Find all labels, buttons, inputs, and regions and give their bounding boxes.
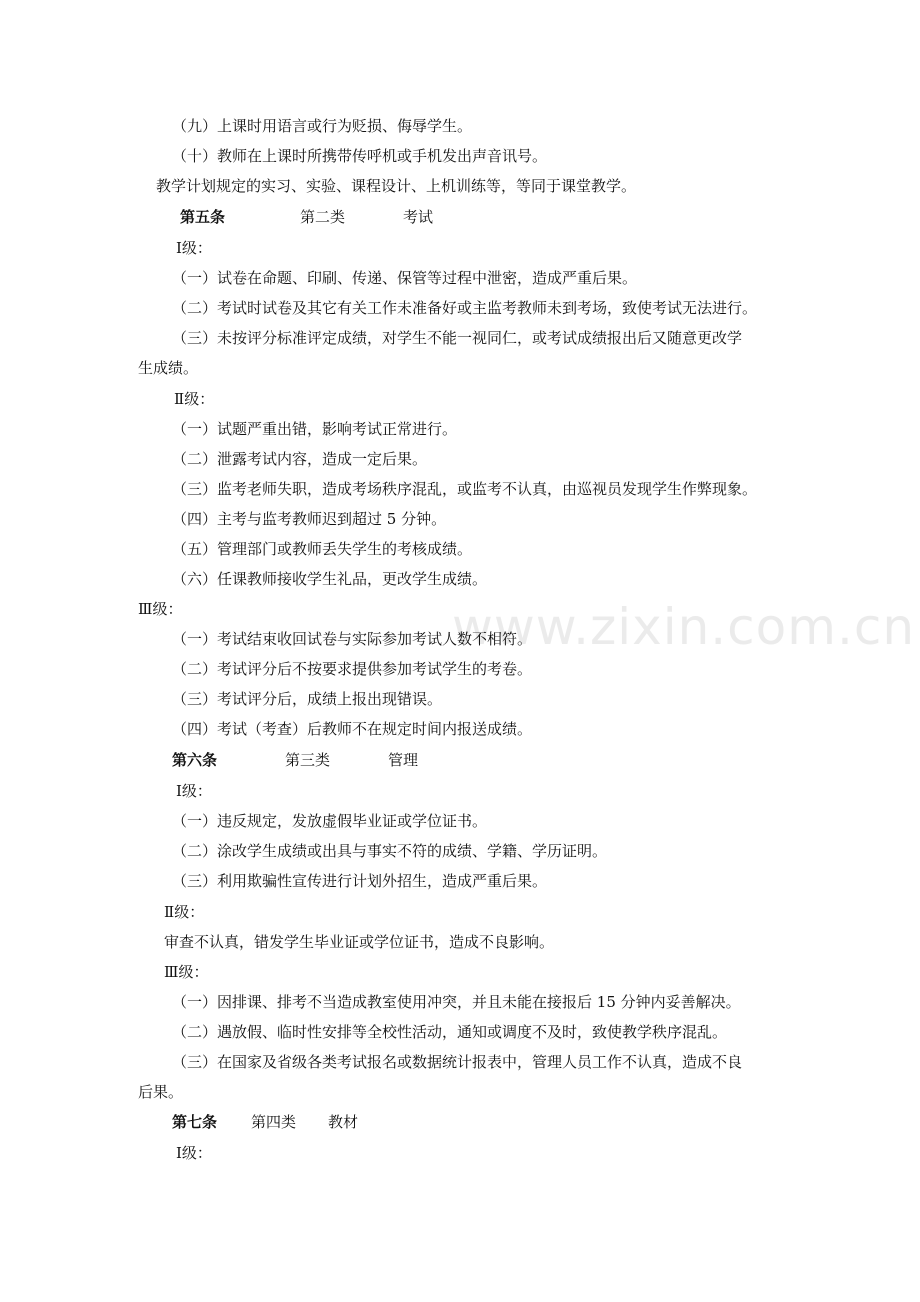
article-category: 第二类 — [300, 208, 346, 226]
level-heading: Ⅰ级： — [176, 782, 212, 800]
level-heading: Ⅰ级： — [176, 239, 212, 257]
article-topic: 管理 — [388, 751, 419, 769]
clause-line: （三）监考老师失职，造成考场秩序混乱，或监考不认真，由巡视员发现学生作弊现象。 — [172, 480, 758, 498]
article-heading — [172, 750, 418, 770]
article-number: 第五条 — [180, 208, 226, 226]
level-heading: Ⅱ级： — [174, 390, 215, 408]
article-category: 第三类 — [285, 751, 331, 769]
article-heading — [172, 1112, 358, 1132]
clause-line: （二）涂改学生成绩或出具与事实不符的成绩、学籍、学历证明。 — [172, 842, 608, 860]
level-heading: Ⅲ级： — [164, 963, 209, 981]
clause-line: （六）任课教师接收学生礼品，更改学生成绩。 — [172, 570, 488, 588]
level-heading: Ⅲ级： — [138, 600, 183, 618]
article-topic: 考试 — [403, 208, 434, 226]
clause-line: （二）考试评分后不按要求提供参加考试学生的考卷。 — [172, 660, 533, 678]
clause-line: （二）泄露考试内容，造成一定后果。 — [172, 450, 428, 468]
clause-line: （二）考试时试卷及其它有关工作未准备好或主监考教师未到考场，致使考试无法进行。 — [172, 299, 758, 317]
clause-line: 审查不认真，错发学生毕业证或学位证书，造成不良影响。 — [164, 933, 555, 951]
clause-line: （三）考试评分后，成绩上报出现错误。 — [172, 690, 443, 708]
clause-line: （一）试题严重出错，影响考试正常进行。 — [172, 420, 458, 438]
clause-line: （十）教师在上课时所携带传呼机或手机发出声音讯号。 — [172, 147, 548, 165]
article-heading — [180, 207, 433, 227]
level-heading: Ⅰ级： — [176, 1144, 212, 1162]
article-number: 第七条 — [172, 1113, 218, 1131]
clause-line: （一）违反规定，发放虚假毕业证或学位证书。 — [172, 812, 488, 830]
clause-line: （三）利用欺骗性宣传进行计划外招生，造成严重后果。 — [172, 872, 548, 890]
clause-line: （四）考试（考查）后教师不在规定时间内报送成绩。 — [172, 720, 533, 738]
clause-line: （三）未按评分标准评定成绩，对学生不能一视同仁，或考试成绩报出后又随意更改学 — [172, 329, 743, 347]
clause-line: （二）遇放假、临时性安排等全校性活动，通知或调度不及时，致使教学秩序混乱。 — [172, 1023, 728, 1041]
clause-line: （五）管理部门或教师丢失学生的考核成绩。 — [172, 540, 473, 558]
watermark: www.zixin.com.cn — [452, 598, 916, 656]
clause-line: （一）考试结束收回试卷与实际参加考试人数不相符。 — [172, 630, 533, 648]
article-number: 第六条 — [172, 751, 218, 769]
article-topic: 教材 — [328, 1113, 359, 1131]
clause-line: （四）主考与监考教师迟到超过 5 分钟。 — [172, 510, 447, 528]
clause-line: （一）因排课、排考不当造成教室使用冲突，并且未能在接报后 15 分钟内妥善解决。 — [172, 993, 741, 1011]
level-heading: Ⅱ级： — [164, 903, 205, 921]
clause-line: 生成绩。 — [138, 359, 199, 377]
clause-line: （一）试卷在命题、印刷、传递、保管等过程中泄密，造成严重后果。 — [172, 269, 638, 287]
clause-line: 后果。 — [138, 1083, 184, 1101]
clause-line: （三）在国家及省级各类考试报名或数据统计报表中，管理人员工作不认真，造成不良 — [172, 1053, 743, 1071]
clause-line: 教学计划规定的实习、实验、课程设计、上机训练等，等同于课堂教学。 — [156, 177, 637, 195]
clause-line: （九）上课时用语言或行为贬损、侮辱学生。 — [172, 117, 473, 135]
article-category: 第四类 — [251, 1113, 297, 1131]
